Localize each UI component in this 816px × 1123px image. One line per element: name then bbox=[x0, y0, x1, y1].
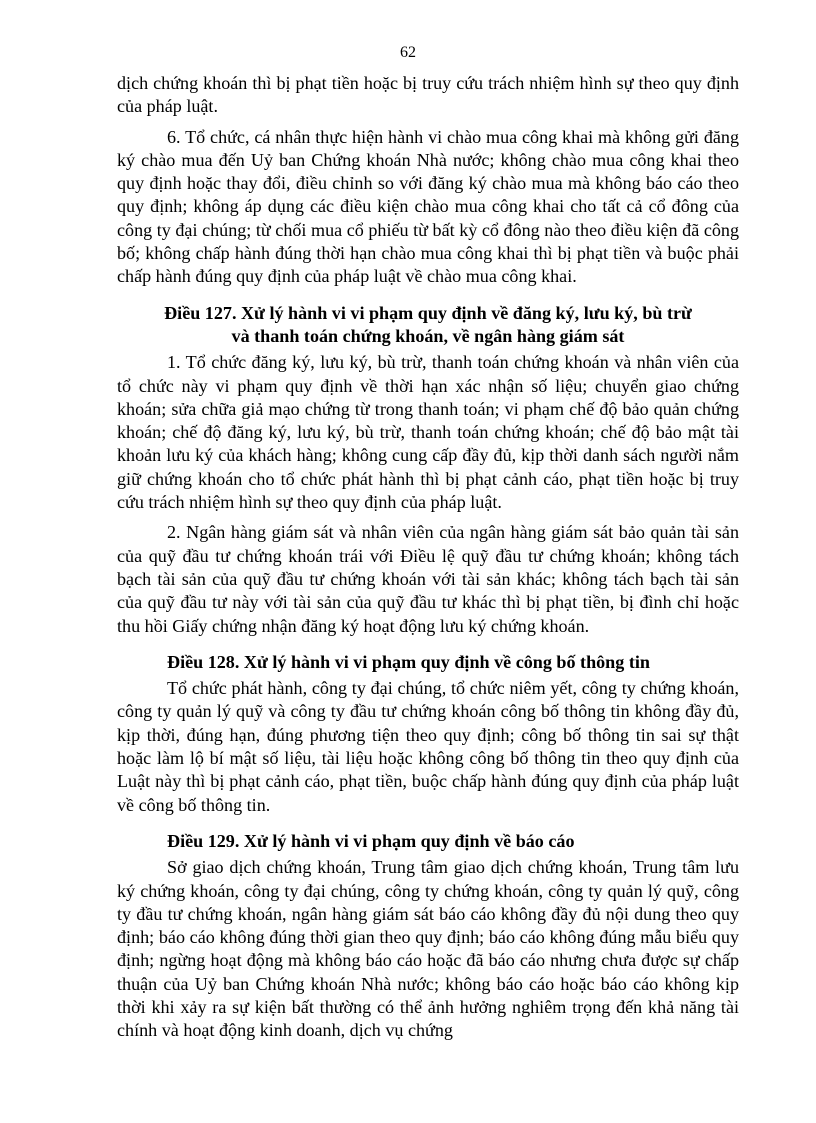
article-127-heading-line-1: Điều 127. Xử lý hành vi vi phạm quy định về đăng ký, lưu ký, bù trừ bbox=[164, 302, 692, 323]
paragraph-item-6: 6. Tổ chức, cá nhân thực hiện hành vi chào mua công khai mà không gửi đăng ký chào mua đến Uỷ ban Chứng khoán Nhà nước; không chào mua công khai theo quy định hoặc thay đổi, điều chỉnh so với đăng ký chào mua mà không báo cáo theo quy định; không áp dụng các điều kiện chào mua công khai cho tất cả cổ đông của công ty đại chúng; từ chối mua cổ phiếu từ bất kỳ cổ đông nào theo điều kiện đã công bố; không chấp hành đúng thời hạn chào mua công khai thì bị phạt tiền và buộc phải chấp hành đúng quy định của pháp luật về chào mua công khai. bbox=[117, 126, 739, 287]
article-129-paragraph: Sở giao dịch chứng khoán, Trung tâm giao dịch chứng khoán, Trung tâm lưu ký chứng khoán, công ty đại chúng, công ty chứng khoán, công ty quản lý quỹ, công ty đầu tư chứng khoán, ngân hàng giám sát báo cáo không đầy đủ nội dung theo quy định; báo cáo không đúng thời gian theo quy định; báo cáo không đúng mẫu biểu quy định; ngừng hoạt động mà không báo cáo hoặc đã báo cáo nhưng chưa được sự chấp thuận của Uỷ ban Chứng khoán Nhà nước; không báo cáo hoặc báo cáo không kịp thời khi xảy ra sự kiện bất thường có thể ảnh hưởng nghiêm trọng đến khả năng tài chính và hoạt động kinh doanh, dịch vụ chứng bbox=[117, 857, 739, 1041]
article-127-heading bbox=[117, 302, 739, 349]
article-129-heading: Điều 129. Xử lý hành vi vi phạm quy định về báo cáo bbox=[167, 830, 575, 851]
article-127-paragraph-2: 2. Ngân hàng giám sát và nhân viên của ngân hàng giám sát bảo quản tài sản của quỹ đầu tư chứng khoán trái với Điều lệ quỹ đầu tư chứng khoán; không tách bạch tài sản của quỹ đầu tư chứng khoán với tài sản khác; không tách bạch tài sản của quỹ đầu tư này với tài sản của quỹ đầu tư khác thì bị phạt tiền, bị đình chỉ hoặc thu hồi Giấy chứng nhận đăng ký hoạt động lưu ký chứng khoán. bbox=[117, 522, 739, 636]
article-128-heading: Điều 128. Xử lý hành vi vi phạm quy định về công bố thông tin bbox=[167, 651, 650, 672]
page-body bbox=[117, 72, 739, 1043]
page-number: 62 bbox=[400, 44, 416, 61]
paragraph-continuation: dịch chứng khoán thì bị phạt tiền hoặc bị truy cứu trách nhiệm hình sự theo quy định của pháp luật. bbox=[117, 73, 739, 117]
article-127-heading-line-2: và thanh toán chứng khoán, về ngân hàng giám sát bbox=[231, 325, 625, 346]
article-127-paragraph-1: 1. Tổ chức đăng ký, lưu ký, bù trừ, thanh toán chứng khoán và nhân viên của tổ chức này vi phạm quy định về thời hạn xác nhận số liệu; chuyển giao chứng khoán; sửa chữa giả mạo chứng từ trong thanh toán; vi phạm chế độ bảo quản chứng khoán; chế độ đăng ký, lưu ký, bù trừ, thanh toán chứng khoán; chế độ bảo mật tài khoản lưu ký của khách hàng; không cung cấp đầy đủ, kịp thời danh sách người nắm giữ chứng khoán cho tổ chức phát hành thì bị phạt cảnh cáo, phạt tiền hoặc bị truy cứu trách nhiệm hình sự theo quy định của pháp luật. bbox=[117, 352, 739, 513]
article-128-paragraph: Tổ chức phát hành, công ty đại chúng, tổ chức niêm yết, công ty chứng khoán, công ty quản lý quỹ và công ty đầu tư chứng khoán công bố thông tin không đầy đủ, kịp thời, đúng hạn, đúng phương tiện theo quy định; công bố thông tin sai sự thật hoặc làm lộ bí mật số liệu, tài liệu hoặc không công bố thông tin theo quy định của Luật này thì bị phạt cảnh cáo, phạt tiền, buộc chấp hành đúng quy định của pháp luật về công bố thông tin. bbox=[117, 678, 739, 815]
